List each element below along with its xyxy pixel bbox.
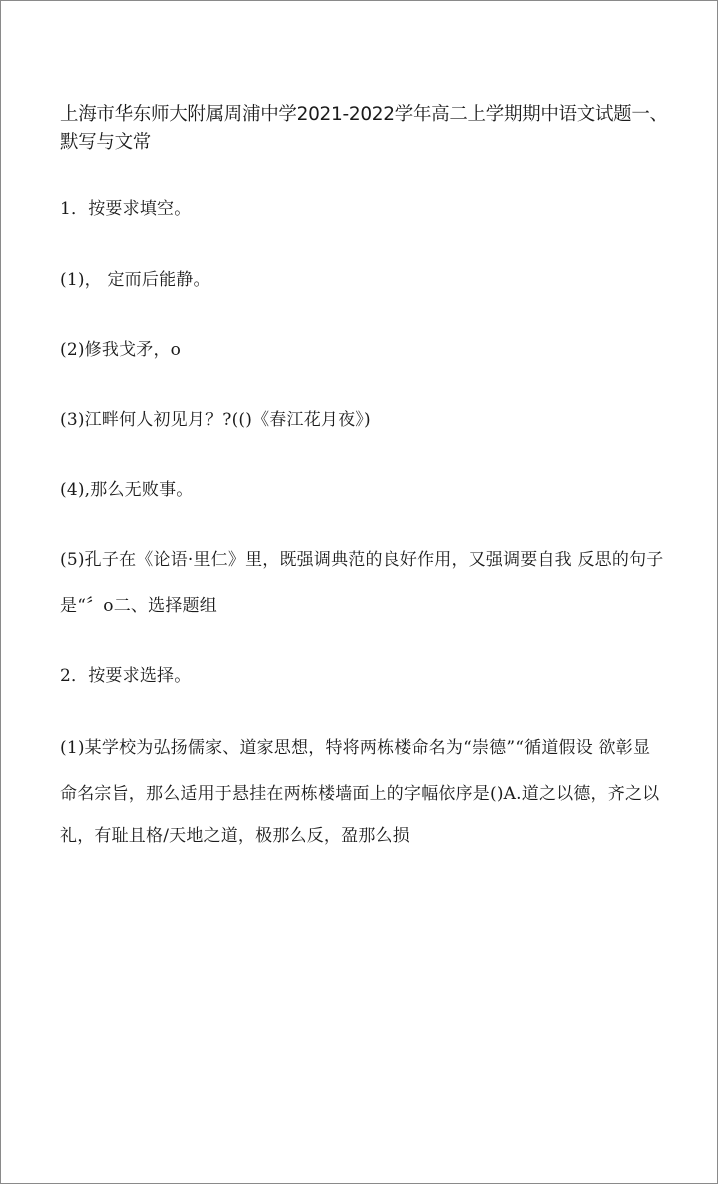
- document-title-line-1: 上海市华东师大附属周浦中学2021-2022学年高二上学期期中语文试题一、: [60, 104, 668, 125]
- question-1-item-3: (3)江畔何人初见月？?(()《春江花月夜》): [60, 410, 371, 430]
- question-1-heading: 1．按要求填空。: [60, 199, 192, 219]
- question-1-item-2: (2)修我戈矛，o: [60, 340, 182, 360]
- document-title-line-2: 默写与文常: [60, 132, 152, 153]
- question-1-item-5-continued: 是“〞o二、选择题组: [60, 596, 217, 616]
- question-2-heading: 2．按要求选择。: [60, 666, 192, 686]
- question-1-item-1: (1)， 定而后能静。: [60, 270, 211, 290]
- question-2-item-1-line-3: 礼，有耻且格/天地之道，极那么反，盈那么损: [60, 826, 410, 846]
- question-2-item-1-line-1: (1)某学校为弘扬儒家、道家思想，特将两栋楼命名为“崇德”“循道假设 欲彰显: [60, 738, 651, 758]
- question-1-item-4: (4),那么无败事。: [60, 480, 194, 500]
- question-1-item-5: (5)孔子在《论语·里仁》里，既强调典范的良好作用，又强调要自我 反思的句子: [60, 550, 664, 570]
- question-2-item-1-line-2: 命名宗旨，那么适用于悬挂在两栋楼墙面上的字幅依序是()A.道之以德，齐之以: [60, 784, 660, 804]
